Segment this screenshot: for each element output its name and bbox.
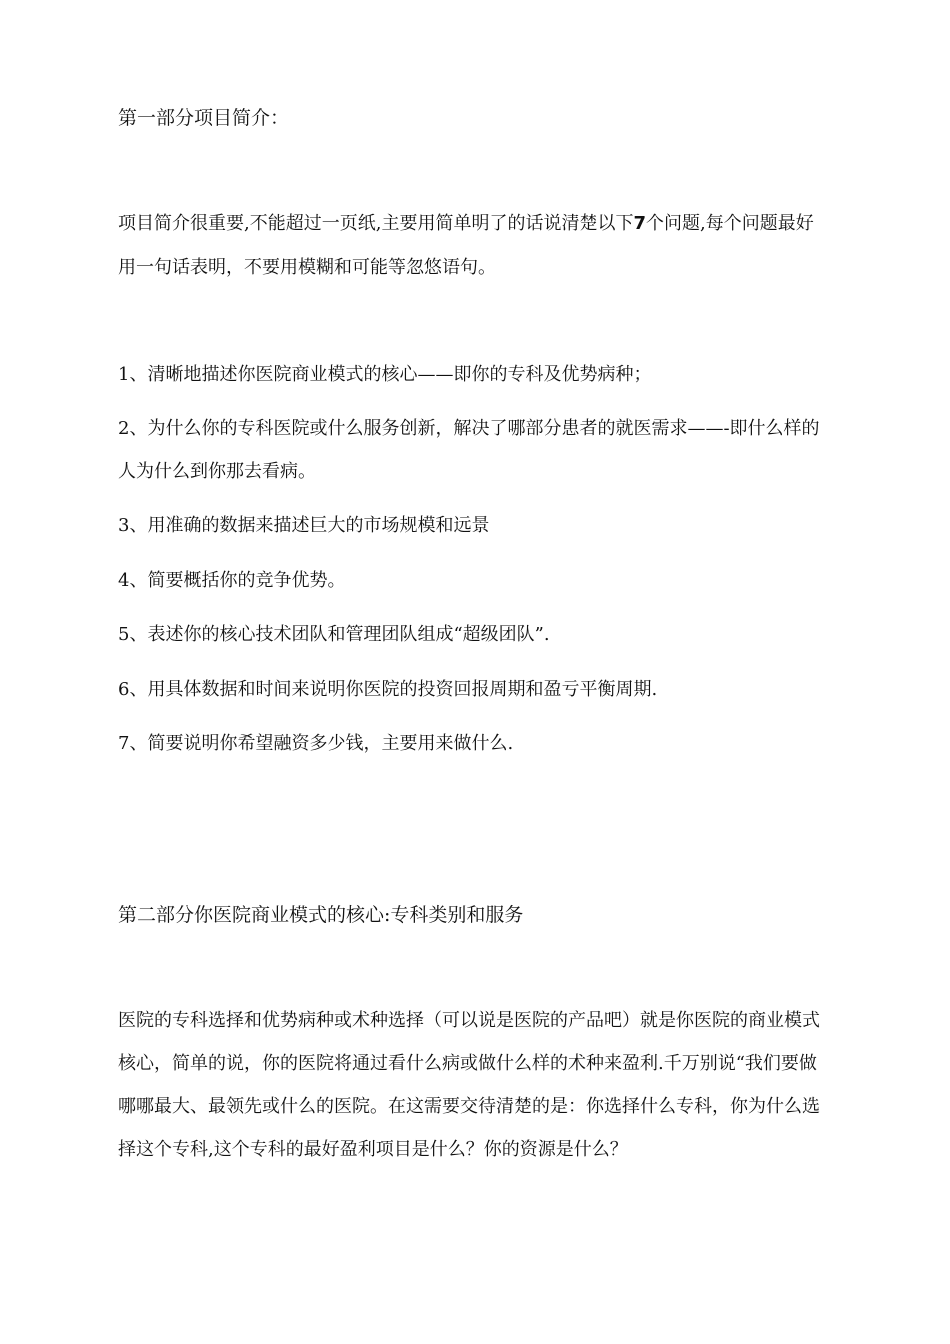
- list-item-4: 4、简要概括你的竞争优势。: [118, 570, 346, 591]
- list-item-3: 3、用准确的数据来描述巨大的市场规模和远景: [118, 515, 490, 536]
- list-item-6: 6、用具体数据和时间来说明你医院的投资回报周期和盈亏平衡周期.: [118, 679, 658, 700]
- list-item-2-line1: 2、为什么你的专科医院或什么服务创新，解决了哪部分患者的就医需求——-即什么样的: [118, 418, 820, 439]
- intro-line1-text: 项目简介很重要,不能超过一页纸,主要用简单明了的话说清楚以下: [118, 213, 634, 234]
- section2-para-line1: 医院的专科选择和优势病种或术种选择（可以说是医院的产品吧）就是你医院的商业模式: [118, 1010, 820, 1031]
- intro-line1-rest: 个问题,每个问题最好: [645, 213, 814, 234]
- list-item-7: 7、简要说明你希望融资多少钱，主要用来做什么.: [118, 733, 514, 754]
- intro-number: 7: [633, 213, 646, 234]
- section1-intro-line2: 用一句话表明，不要用模糊和可能等忽悠语句。: [118, 257, 496, 278]
- section2-para-line3: 哪哪最大、最领先或什么的医院。在这需要交待清楚的是：你选择什么专科，你为什么选: [118, 1096, 820, 1117]
- section1-title: 第一部分项目简介：: [118, 107, 290, 129]
- list-item-2-line2: 人为什么到你那去看病。: [118, 461, 316, 482]
- section2-para-line2: 核心，简单的说，你的医院将通过看什么病或做什么样的术种来盈利.千万别说“我们要做: [118, 1053, 817, 1074]
- section2-para-line4: 择这个专科,这个专科的最好盈利项目是什么？你的资源是什么？: [118, 1139, 628, 1160]
- list-item-1: 1、清晰地描述你医院商业模式的核心——即你的专科及优势病种；: [118, 364, 652, 385]
- list-item-5: 5、表述你的核心技术团队和管理团队组成“超级团队”.: [118, 624, 550, 645]
- section2-title: 第二部分你医院商业模式的核心:专科类别和服务: [118, 904, 524, 926]
- section1-intro-line1: [118, 213, 814, 235]
